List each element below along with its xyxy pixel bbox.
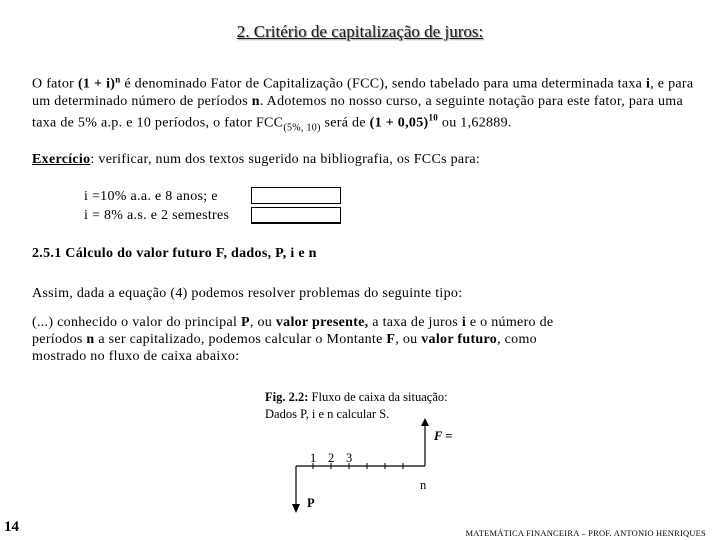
exercise-item-1: i =10% a.a. e 8 anos; e xyxy=(84,189,218,204)
exercise-paragraph: Exercício: verificar, num dos textos sugerido na bibliografia, os FCCs para: xyxy=(32,152,481,167)
periods-label: n xyxy=(420,478,427,492)
section-heading: 2.5.1 Cálculo do valor futuro F, dados, P, i e n xyxy=(32,246,317,261)
future-value-arrowhead xyxy=(421,418,429,426)
present-value-label: P xyxy=(307,496,315,510)
tick-label-1: 1 xyxy=(310,451,317,465)
exercise-item-2: i = 8% a.s. e 2 semestres xyxy=(84,208,230,223)
paragraph-problem: (...) conhecido o valor do principal P, ou valor presente, a taxa de juros i e o número de períodos n a ser capitalizado, podemos calcular o Montante F, ou valor futuro, como mostrado no fluxo de caixa abaixo: xyxy=(32,315,554,364)
footer-text: MATEMÁTICA FINANCEIRA – PROF. ANTONIO HENRIQUES xyxy=(465,528,706,538)
figure-caption: Fig. 2.2: Fluxo de caixa da situação: xyxy=(265,390,448,404)
figure-caption-line2: Dados P, i e n calcular S. xyxy=(265,407,390,421)
exercise-label: Exercício xyxy=(32,152,91,167)
tick-label-2: 2 xyxy=(328,451,335,465)
intro-paragraph: O fator $(1 + i)^n$ é denominado Fator de Capitalização (FCC), sendo tabelado para uma determinada taxa i, e para um determinado número de períodos n. Adotemos no nosso curso, a seguinte notação para este fator, para uma taxa de 5% a.p. e 10 períodos, o fator $FCC_{(5\%, 10)}$ será de $(1 + 0,05)^{10}$ ou 1,62889. xyxy=(32,74,694,134)
tick-label-3: 3 xyxy=(346,451,353,465)
page-number: 14 xyxy=(4,519,19,535)
paragraph-equation: Assim, dada a equação (4) podemos resolver problemas do seguinte tipo: xyxy=(32,286,463,301)
present-value-arrowhead xyxy=(292,504,300,513)
future-value-label: F = xyxy=(434,429,453,443)
page-title: 2. Critério de capitalização de juros: xyxy=(236,22,484,41)
